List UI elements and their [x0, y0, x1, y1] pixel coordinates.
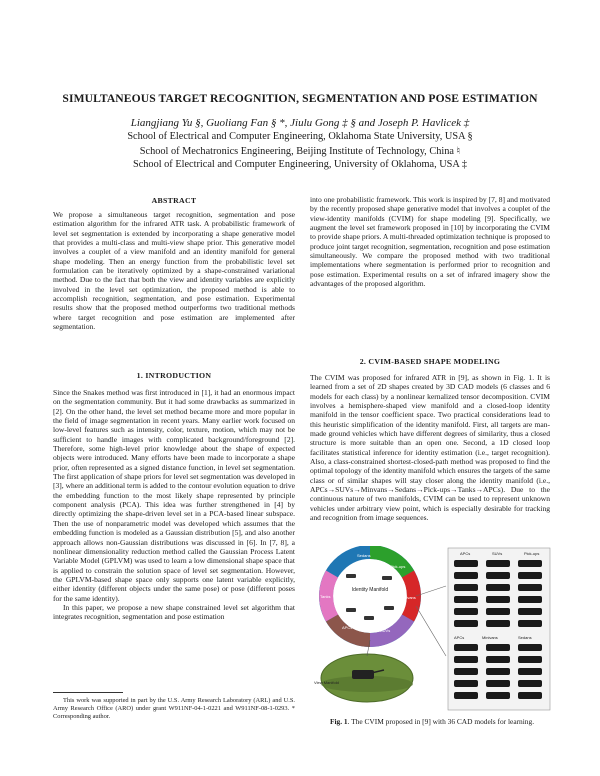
- intro-paragraph-1: Since the Snakes method was first introduced in [1], it had an enormous impact on the segmentation community. But it had some drawbacks as summarized in [2]. On the other hand, the level set method became more and more popular in the field of image segmentation in recent years. Many earlier work focused on low-level features such as intensity, color, texture, motion, which may not be sufficient to handle images with complicated background/foreground [2]. Therefore, some high-level prior knowledge about the shape of expected objects were introduced. Many efforts have been made to incorporate a shape prior, often represented as a signed distance function, in level set segmentation. The first application of shape priors for level set segmentation was developed in [3], where an additional term is added to the contour evolution equation to drive the embedding function to the most likely shape represented by principle component analysis (PCA). This idea was further strengthened in [4] by directly optimizing the shape-driven level set in a PCA-based linear subspace. Then the use of nonparametric model was developed which assumes that the embedding function is modeled as a Gaussian distribution [5], and also another approach allows non-Gaussian distributions was discussed in [6]. In [7, 8], a nonlinear dimensionality reduction method called the Gaussian Process Latent Variable Model (GPLVM) was used to learn a low dimensional shape space that is applied to constrain the solution space of level set segmentation. However, the GPLVM-based shape space only supports one latent variable explicitly, either identity (different objects under the same pose) or pose (different poses for the same identity).: [53, 388, 295, 603]
- grid-column-pickups: Pick-ups: [524, 551, 540, 556]
- identity-manifold-diagram: [320, 552, 416, 640]
- footnote-rule: [53, 692, 123, 693]
- sector-pickups: [370, 552, 408, 574]
- grid-column-apcs: APCs: [460, 551, 471, 556]
- abstract-heading: ABSTRACT: [151, 196, 197, 205]
- sector-label-pickups: Pick-ups: [390, 564, 406, 569]
- sector-label-apcs: APCs: [342, 625, 353, 630]
- view-manifold-label: View Manifold: [314, 680, 339, 685]
- caption-text: . The CVIM proposed in [9] with 36 CAD models for learning.: [347, 717, 535, 726]
- abstract-text: We propose a simultaneous target recognition, segmentation and pose estimation algorithm for the infrared ATR task. A probabilistic framework of level set segmentation is extended by incorporating a shape generative model that provides a multi-class and multi-view shape prior. This generative model involves a couplet of a view manifold and an identity manifold for general shape modeling. Then an energy function from the probabilistic level set formulation can be iteratively optimized by a shape-constrained variational method. Due to the fact that both the view and identity variables are explicitly involved in the level set optimization, the proposed method is able to accomplish recognition, segmentation, and pose estimation. Experimental results show that the proposed method outperforms two traditional methods where target recognition and pose estimation are implemented after segmentation.: [53, 210, 295, 332]
- authors: Liangjiang Yu §, Guoliang Fan § *, Jiulu Gong ‡ § and Joseph P. Havlicek ‡: [130, 117, 470, 129]
- view-manifold-diagram: [314, 640, 413, 702]
- caption-label: Fig. 1: [329, 717, 348, 726]
- intro-continued: into one probabilistic framework. This work is inspired by [7, 8] and motivated by the recently proposed shape generative model that involves a couplet of the view-identity manifolds (CVIM) for shape modeling [9]. Specifically, we augment the level set framework proposed in [10] by incorporating the CVIM to provide shape priors. A multi-threaded optimization technique is proposed to produce joint target recognition, segmentation, recognition and pose estimation simultaneously. We compare the proposed method with two traditional implementations where segmentation is performed prior to recognition and pose estimation. Experimental results on a set of infrared imagery show the advantages of the proposed algorithm.: [310, 195, 550, 289]
- intro-heading: 1. INTRODUCTION: [136, 371, 212, 380]
- intro-body: [53, 388, 295, 622]
- sector-label-tanks: Tanks: [320, 594, 331, 599]
- cvim-heading: 2. CVIM-BASED SHAPE MODELING: [359, 357, 501, 366]
- sector-label-minivans: Minivans: [400, 595, 416, 600]
- tank-model-icon: [352, 670, 374, 679]
- grid-column-minivans: Minivans: [482, 635, 498, 640]
- figure-caption: [312, 717, 552, 726]
- grid-column-suvs: SUVs: [492, 551, 503, 556]
- affiliation-bit: School of Mechatronics Engineering, Beijing Institute of Technology, China ♮: [139, 146, 461, 157]
- sector-label-sedans: Sedans: [357, 553, 371, 558]
- silhouette-grid: [448, 548, 550, 710]
- grid-column-sedans: Sedans: [518, 635, 532, 640]
- cvim-figure: [312, 546, 552, 712]
- identity-manifold-label: Identity Manifold: [351, 587, 389, 593]
- sector-label-suvs: SUVs: [380, 628, 391, 633]
- affiliation-ou: School of Electrical and Computer Engineering, University of Oklahoma, USA ‡: [132, 159, 467, 170]
- footnote: This work was supported in part by the U.S. Army Research Laboratory (ARL) and U.S. Army Research Office (ARO) under grant W911NF-04-1-0221 and W911NF-08-1-0293. * Corresponding author.: [53, 697, 295, 720]
- paper-title: SIMULTANEOUS TARGET RECOGNITION, SEGMENTATION AND POSE ESTIMATION: [62, 92, 538, 105]
- intro-paragraph-2: In this paper, we propose a new shape constrained level set algorithm that integrates recognition, segmentation and pose estimation: [53, 602, 295, 622]
- affiliation-osu: School of Electrical and Computer Engineering, Oklahoma State University, USA §: [127, 131, 473, 142]
- grid-column-label-apcs: APCs: [454, 635, 465, 640]
- cvim-text: The CVIM was proposed for infrared ATR in [9], as shown in Fig. 1. It is learned from a set of 2D shapes created by 3D CAD models (6 classes and 6 models for each class) by a nonlinear kernalized tensor decomposition. CVIM involves a hemisphere-shaped view manifold and a closed-loop identity manifold in the tensor coefficient space. Two practical considerations lead to this heuristic simplification of the identity manifold. First, all targets are man-made ground vehicles which have different degrees of similarity, thus a closed structure is more suitable than an open one. Second, a 1D closed loop facilitates statistical inference for identity estimation (i.e., target recognition). Also, a class-constrained shortest-closed-path method was proposed to find the optimal topology of the identity manifold which ensures the targets of the same class or of similar shapes will stay closer along the identity manifold (i.e., APCs→SUVs→Minvans→Sedans→Pick-ups→Tanks→APCs). Due to the continuous nature of two manifolds, CVIM can be used to represent unknown vehicles under arbitrary view point, which is especially desirable for tracking and recognition from image sequences.: [310, 373, 550, 523]
